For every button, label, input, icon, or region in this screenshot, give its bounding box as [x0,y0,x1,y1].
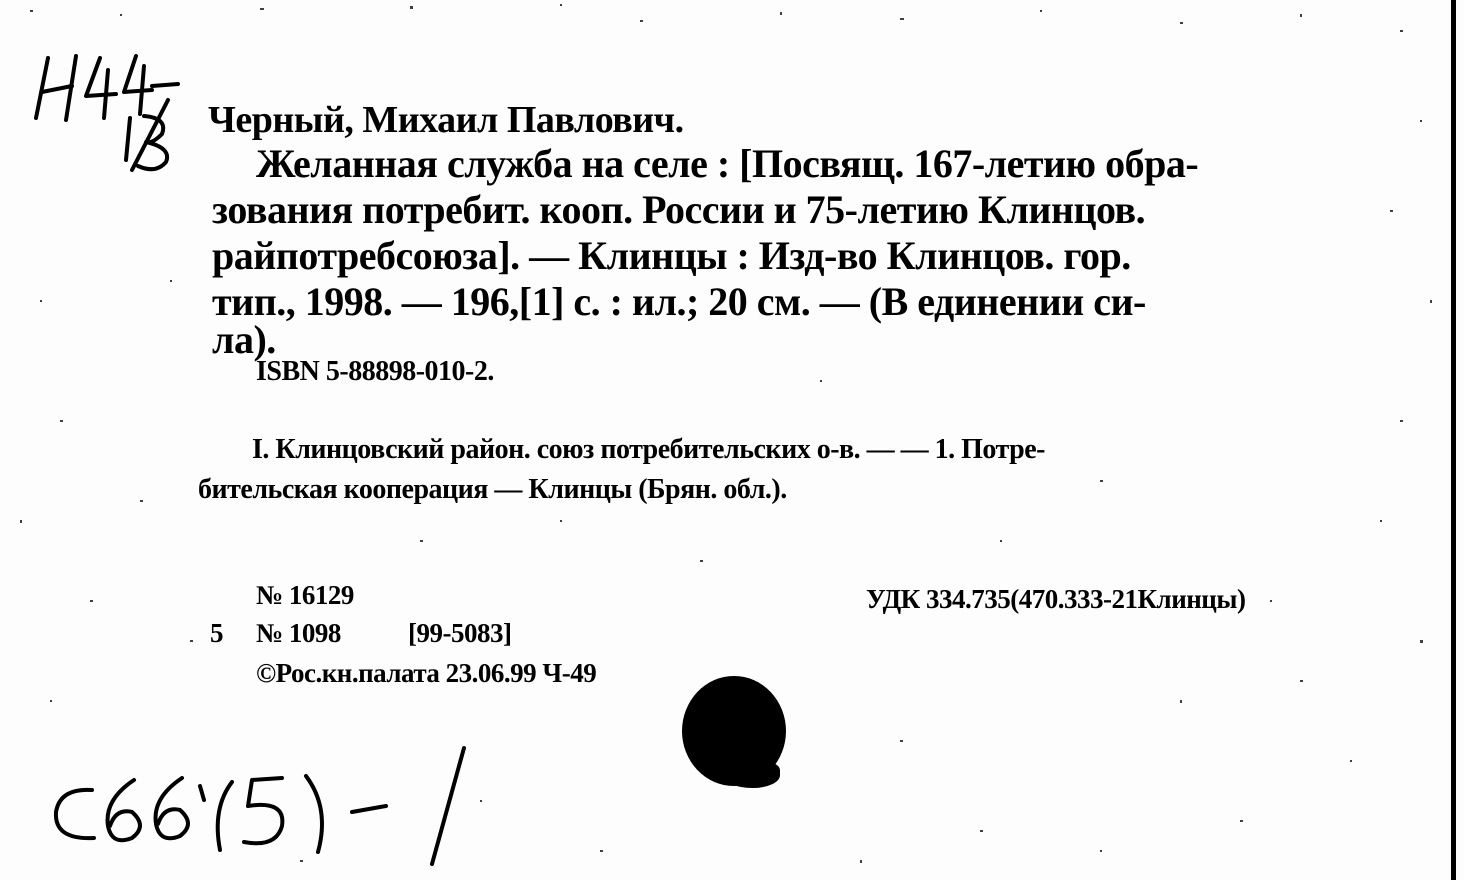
second-prefix: 5 [210,618,223,648]
subject-line-2: бительская кооперация — Клинцы (Брян. обл.). [198,474,787,505]
second-number: № 1098 [256,618,341,648]
description-line-1: Желанная служба на селе : [Посвящ. 167-летию обра- [256,141,1199,186]
description-line-5: ла). [212,317,276,362]
classification-text: С66(5)-1 [60,840,65,841]
description-line-2: зования потребит. кооп. России и 75-летию Клинцов. [212,187,1146,232]
shelfmark-text: Н44/13 [40,120,44,121]
description-line-4: тип., 1998. — 196,[1] с. : ил.; 20 см. — (В единении си- [212,279,1146,324]
isbn-line: ISBN 5-88898-010-2. [256,356,494,387]
publisher-line: ©Рос.кн.палата 23.06.99 Ч-49 [256,658,597,688]
udc-code: УДК 334.735(470.333-21Клинцы) [866,584,1246,614]
card-edge [1451,0,1456,880]
subject-line-1: I. Клинцовский район. союз потребительских о-в. — — 1. Потре- [252,434,1045,465]
record-number: № 16129 [256,580,354,610]
author-heading: Черный, Михаил Павлович. [208,99,684,141]
second-code: [99-5083] [408,618,512,648]
description-line-3: райпотребсоюза]. — Клинцы : Изд-во Клинцов. гор. [212,233,1131,278]
